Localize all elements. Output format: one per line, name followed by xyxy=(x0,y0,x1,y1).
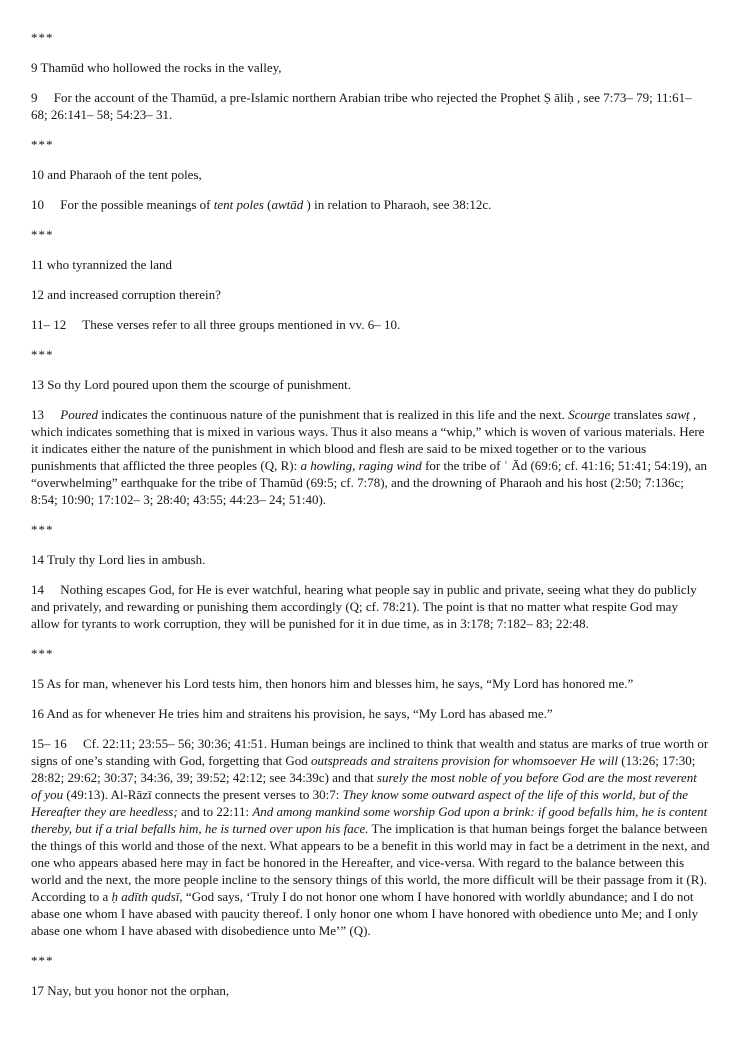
section-separator xyxy=(31,521,710,538)
text-segment: 16 And as for whenever He tries him and straitens his provision, he says, “My Lord has abased me.” xyxy=(31,706,553,721)
text-segment: 13 xyxy=(31,407,61,422)
text-segment: (49:13). Al-Rāzī connects the present verses to 30:7: xyxy=(63,787,343,802)
text-segment: for the tribe of ʿ Ād (69:6; cf. 41:16; 51:41; 54:19), an “overwhelming” earthquake for the tribe of Thamūd (69:5; cf. 7:78), and the drowning of Pharaoh and his host (2:50; 7:136c; 8:54; 10:90; 17:102– 3; 28:40; 43:55; 44:23– 24; 51:40). xyxy=(31,458,711,507)
text-segment: ( xyxy=(263,197,272,212)
text-segment: 15– 16 Cf. 22:11; 23:55– 56; 30:36; 41:51. Human beings are inclined to think that wealth and status are marks of true worth or signs of one’s standing with God, forgetting that God xyxy=(31,736,712,768)
italic-text-segment: awtād xyxy=(271,197,304,212)
text-segment: 11 who tyrannized the land xyxy=(31,257,173,272)
text-segment: 11– 12 These verses refer to all three groups mentioned in vv. 6– 10. xyxy=(31,317,401,332)
verse-line xyxy=(31,59,710,76)
text-segment: 9 Thamūd who hollowed the rocks in the valley, xyxy=(31,60,282,75)
verse-line xyxy=(31,376,710,393)
text-segment: 12 and increased corruption therein? xyxy=(31,287,221,302)
commentary-paragraph xyxy=(31,735,713,939)
commentary-paragraph xyxy=(31,316,710,333)
text-segment: 14 Truly thy Lord lies in ambush. xyxy=(31,552,206,567)
italic-text-segment: outspreads and straitens provision for whomsoever He will xyxy=(310,753,619,768)
verse-line xyxy=(31,675,710,692)
section-separator xyxy=(31,346,710,363)
verse-line xyxy=(31,705,710,722)
commentary-paragraph xyxy=(31,406,710,508)
text-segment: “God says, ‘Truly I do not honor one whom I have honored with worldly abundance; and I do not abase one whom I have abased with paucity thereof. I only honor one whom I have honored with obedience unto Me; and I only abase one whom I have abased with disobedience unto Me’” (Q). xyxy=(31,889,702,938)
italic-text-segment: They know some outward aspect of the life of this world, but of the Hereafter they are heedless; xyxy=(31,787,692,819)
verse-line xyxy=(31,286,710,303)
text-segment: *** xyxy=(31,30,54,45)
text-segment: *** xyxy=(31,953,54,968)
verse-line xyxy=(31,982,710,999)
verse-line xyxy=(31,166,710,183)
text-segment: The implication is that human beings forget the balance between the things of this world and those of the next. What appears to be a benefit in this world may in fact be a detriment in the next, and one who appears abased here may in fact be honored in the Hereafter, and vice-versa. With regard to the balance between this world and the next, the more people incline to the sensory things of this world, the more difficult will be their passage from it (R). According to a xyxy=(31,821,713,904)
section-separator xyxy=(31,645,710,662)
text-segment: *** xyxy=(31,646,54,661)
text-segment: 13 So thy Lord poured upon them the scourge of punishment. xyxy=(31,377,352,392)
text-segment: *** xyxy=(31,347,54,362)
section-separator xyxy=(31,136,710,153)
text-segment: 9 For the account of the Thamūd, a pre-Islamic northern Arabian tribe who rejected the Prophet Ṣ āliḥ , see 7:73– 79; 11:61– 68; 26:141– 58; 54:23– 31. xyxy=(31,90,695,122)
text-segment: (13:26; 17:30; 28:82; 29:62; 30:37; 34:36, 39; 39:52; 42:12; see 34:39c) and that xyxy=(31,753,699,785)
text-segment: 10 For the possible meanings of xyxy=(31,197,214,212)
section-separator xyxy=(31,29,710,46)
italic-text-segment: surely the most noble of you before God are the most reverent of you xyxy=(31,770,701,802)
commentary-paragraph xyxy=(31,196,710,213)
commentary-paragraph xyxy=(31,89,710,123)
text-segment: *** xyxy=(31,137,54,152)
italic-text-segment: Poured xyxy=(60,407,99,422)
text-segment: *** xyxy=(31,522,54,537)
text-segment: *** xyxy=(31,227,54,242)
text-segment: 15 As for man, whenever his Lord tests him, then honors him and blesses him, he says, “My Lord has honored me.” xyxy=(31,676,634,691)
italic-text-segment: tent poles xyxy=(213,197,264,212)
verse-line xyxy=(31,551,710,568)
italic-text-segment: And among mankind some worship God upon a brink: if good befalls him, he is content thereby, but if a trial befalls him, he is turned over upon his face. xyxy=(31,804,711,836)
text-segment: translates xyxy=(610,407,666,422)
section-separator xyxy=(31,952,710,969)
text-segment: ) in relation to Pharaoh, see 38:12c. xyxy=(303,197,492,212)
text-segment: indicates the continuous nature of the punishment that is realized in this life and the next. xyxy=(98,407,569,422)
section-separator xyxy=(31,226,710,243)
text-segment: and to 22:11: xyxy=(177,804,253,819)
italic-text-segment: Scourge xyxy=(568,407,611,422)
commentary-paragraph xyxy=(31,581,710,632)
italic-text-segment: ḥ adīth qudsī, xyxy=(111,889,183,904)
text-segment: 14 Nothing escapes God, for He is ever watchful, hearing what people say in public and private, seeing what they do publicly and privately, and rewarding or punishing them accordingly (Q; cf. 78:21). The point is that no matter what respite God may allow for tyrants to work corruption, they will be punished for it in due time, as in 3:178; 7:182– 83; 22:48. xyxy=(31,582,700,631)
italic-text-segment: sawṭ xyxy=(665,407,690,422)
text-segment: 10 and Pharaoh of the tent poles, xyxy=(31,167,202,182)
italic-text-segment: a howling, raging wind xyxy=(300,458,422,473)
text-segment: , which indicates something that is mixed in various ways. Thus it also means a “whip,” which is woven of various materials. Here it indicates either the nature of the punishment in which blood and flesh are said to be mixed together or to the various punishments that afflicted the three peoples (Q, R): xyxy=(31,407,708,473)
text-segment: 17 Nay, but you honor not the orphan, xyxy=(31,983,230,998)
verse-line xyxy=(31,256,710,273)
